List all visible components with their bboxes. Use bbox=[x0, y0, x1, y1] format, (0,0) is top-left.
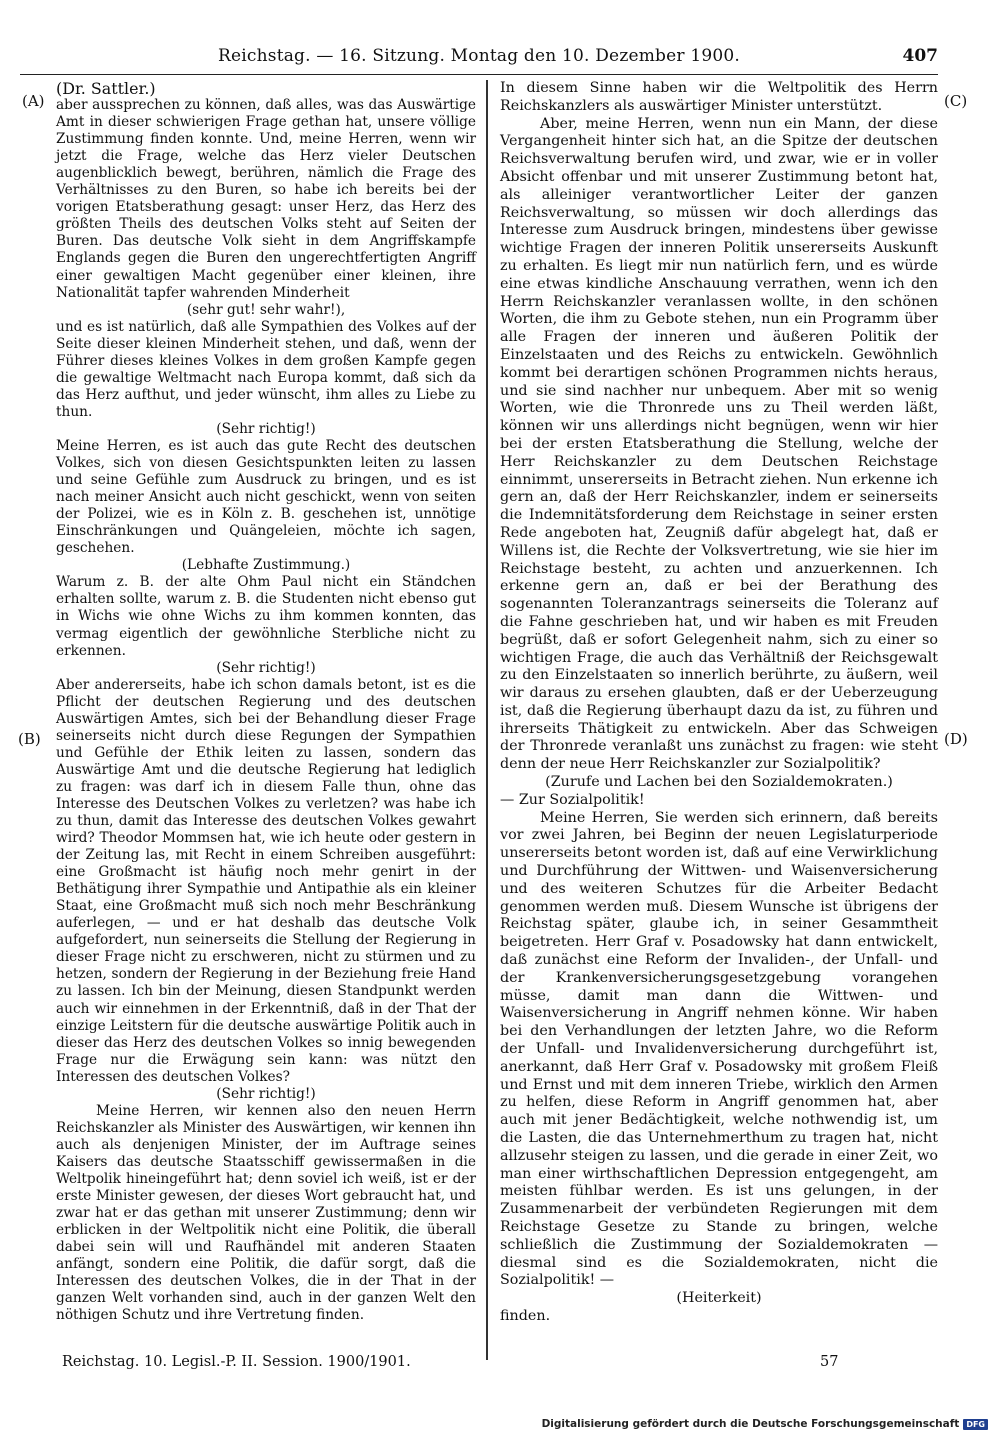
interjection: (Zurufe und Lachen bei den Sozialdemokraten.) bbox=[545, 774, 893, 791]
footer-session: Reichstag. 10. Legisl.-P. II. Session. 1900/1901. bbox=[62, 1354, 411, 1370]
speaker-label bbox=[56, 80, 476, 97]
paragraph: Aber, meine Herren, wenn nun ein Mann, der diese Vergangenheit hinter sich hat, an die Spitze der deutschen Reichsverwaltung berufen wird, und zwar, wie er in voller Absicht offenbar und mit unserer Zustimmung betont hat, als alleiniger verantwortlicher Leiter der ganzen Reichsverwaltung, so müssen wir doch allerdings das Interesse zum Ausdruck bringen, mindestens über gewisse wichtige Fragen der inneren Politik unsererseits Auskunft zu erhalten. Es liegt mir nun natürlich fern, und es würde eine etwas kindliche Anschauung verrathen, wenn ich den Herrn Reichskanzler veranlassen wollte, in den schönen Worten, die ihm zu Gebote stehen, nun ein Programm über alle Fragen der inneren und äußeren Politik der Einzelstaaten und des Reichs zu entwickeln. Gewöhnlich kommt bei derartigen schönen Programmen nichts heraus, und sie sind nachher nur unbequem. Aber mit so wenig Worten, wie die Thronrede uns zu Theil werden läßt, können wir uns allerdings nicht begnügen, wenn wir hier bei der ersten Etatsberathung die Stellung, welche der Herr Reichskanzler zu dem Deutschen Reichstage einnimmt, unsererseits in Betracht ziehen. Nun erkenne ich gern an, daß der Herr Reichskanzler, indem er seinerseits die Indemnitätsforderung dem Reichstage in seiner ersten Rede angeboten hat, Zeugniß dafür abgelegt hat, daß er Willens ist, die Rechte der Volksvertretung, wie sie hier im Reichstage besteht, zu achten und anzuerkennen. Ich erkenne gern an, daß er bei der Berathung des sogenannten Toleranzantrags seinerseits die Toleranz auf die Fahne geschrieben hat, und wir haben es mit Freuden begrüßt, daß er sofort Gelegenheit nahm, sich zu einer so wichtigen Frage, die auch das Verhältniß der Reichsgewalt zu den Einzelstaaten so innerlich berührte, zu äußern, weil wir daraus zu ersehen glaubten, daß er der Ueberzeugung ist, daß die Regierung überhaupt dazu da ist, zu führen und ihrerseits Thätigkeit zu entwickeln. Aber das Schweigen der Thronrede veranlaßt uns zunächst zu fragen: wie steht denn der neue Herr Reichskanzler zur Sozialpolitik? bbox=[500, 115, 938, 773]
column-divider bbox=[486, 80, 488, 1360]
margin-marker-a: (A) bbox=[22, 92, 45, 110]
paragraph: Meine Herren, Sie werden sich erinnern, daß bereits vor zwei Jahren, bei Beginn der neuen Legislaturperiode unsererseits betont worden ist, daß auf eine Verwirklichung und Durchführung der Wittwen- und Waisenversicherung und des weiteren Schutzes für die Arbeiter Bedacht genommen werden muß. Diesem Wunsche ist übrigens der Reichstag später, glaube ich, in seiner Gesammtheit beigetreten. Herr Graf v. Posadowsky hat dann entwickelt, daß zunächst eine Reform der Invaliden-, der Unfall- und der Krankenversicherungsgesetzgebung vorangehen müsse, damit man dann die Wittwen- und Waisenversicherung in Angriff nehmen könne. Wir haben bei den Verhandlungen der letzten Jahre, wo die Reform der Unfall- und Invalidenversicherung durchgeführt ist, anerkannt, daß Herr Graf v. Posadowsky mit großem Fleiß und Ernst und mit dem inneren Triebe, wirklich den Armen zu helfen, diese Reform in Angriff genommen hat, aber auch mit jener Bedächtigkeit, welche nothwendig ist, um die Lasten, die das Unternehmerthum zu tragen hat, nicht allzusehr steigen zu lassen, und die gerade in einer Zeit, wo man einer wirthschaftlichen Depression entgegengeht, am meisten fühlbar werden. Es ist uns gelungen, in der Zusammenarbeit der verbündeten Regierungen mit dem Reichstage Gesetze zu Stande zu bringen, welche schließlich die Zustimmung der Sozialdemokraten — diesmal sind es die Sozialdemokraten, nicht die Sozialpolitik! — bbox=[500, 809, 938, 1289]
margin-marker-b: (B) bbox=[18, 730, 41, 748]
left-column bbox=[56, 80, 476, 1324]
paragraph: und es ist natürlich, daß alle Sympathien des Volkes auf der Seite dieser kleinen Minderheit stehen, und daß, wenn der Führer dieses kleines Volkes in dem großen Kampfe gegen die gewaltige Weltmacht nach Europa kommt, daß sich da das Herz aufthut, und jeder wünscht, ihm alles zu Liebe zu thun. bbox=[56, 318, 476, 420]
interjection: (Sehr richtig!) bbox=[216, 420, 316, 437]
credit-text: Digitalisierung gefördert durch die Deutsche Forschungsgemeinschaft bbox=[541, 1418, 960, 1430]
speaker-name: (Dr. Sattler.) bbox=[56, 79, 156, 98]
paragraph: Warum z. B. der alte Ohm Paul nicht ein Ständchen erhalten sollte, warum z. B. die Studenten nicht ebenso gut in Wichs wie ohne Wichs zu ihm kommen konnten, das vermag eigentlich der gewöhnliche Sterbliche nicht zu erkennen. bbox=[56, 574, 476, 659]
digitization-credit bbox=[542, 1418, 988, 1430]
dfg-logo: DFG bbox=[963, 1419, 988, 1430]
margin-marker-c: (C) bbox=[944, 92, 968, 110]
paragraph: — Zur Sozialpolitik! bbox=[500, 791, 645, 808]
paragraph: Meine Herren, es ist auch das gute Recht des deutschen Volkes, sich von diesen Gesichtspunkten leiten zu lassen und seine Gefühle zum Ausdruck zu bringen, und es ist nach meiner Ansicht auch nicht geschickt, wenn von seiten der Polizei, wie es in Köln z. B. geschehen ist, unnötige Einschränkungen und Quängeleien, möchte ich sagen, geschehen. bbox=[56, 437, 476, 557]
interjection: (sehr gut! sehr wahr!), bbox=[186, 301, 346, 318]
margin-marker-d: (D) bbox=[944, 730, 968, 748]
paragraph: In diesem Sinne haben wir die Weltpolitik des Herrn Reichskanzlers als auswärtiger Minister unterstützt. bbox=[500, 80, 938, 114]
right-column bbox=[500, 80, 938, 1326]
page-number: 407 bbox=[902, 46, 938, 66]
interjection: (Heiterkeit) bbox=[676, 1290, 762, 1307]
paragraph: finden. bbox=[500, 1307, 551, 1324]
paragraph: Meine Herren, wir kennen also den neuen Herrn Reichskanzler als Minister des Auswärtigen, wir kennen ihn auch als denjenigen Minister, der im Auftrage seines Kaisers das deutsche Staatsschiff gewissermaßen in die Weltpolik hineingeführt hat; denn soviel ich weiß, ist er der erste Minister gewesen, der dieses Wort gebraucht hat, und zwar hat er das gethan mit unserer Zustimmung; denn wir erblicken in der Weltpolitik nicht eine Politik, die überall dabei sein will und Raufhändel mit anderen Staaten anfängt, sondern eine Politik, die dafür sorgt, daß die Interessen des deutschen Volkes, die in der That in der ganzen Welt vorhanden sind, auch in der ganzen Welt den nöthigen Schutz und ihre Vertretung finden. bbox=[56, 1102, 476, 1324]
interjection: (Lebhafte Zustimmung.) bbox=[181, 557, 351, 574]
paragraph: aber aussprechen zu können, daß alles, was das Auswärtige Amt in dieser schwierigen Frage gethan hat, unsere völlige Zustimmung finden konnte. Und, meine Herren, wenn wir jetzt die Frage, welche das Herz vieler Deutschen augenblicklich bewegt, berühren, nämlich die Frage des Verhältnisses zu den Buren, so habe ich bereits bei der vorigen Etatsberathung gesagt: unser Herz, das Herz des größten Theils des deutschen Volks steht auf Seiten der Buren. Das deutsche Volk sieht in dem Angriffskampfe Englands gegen die Buren den ungerechtfertigten Angriff einer gewaltigen Macht gegenüber einer kleinen, ihre Nationalität tapfer wahrenden Minderheit bbox=[56, 97, 476, 301]
interjection: (Sehr richtig!) bbox=[216, 1085, 316, 1102]
header-title: Reichstag. — 16. Sitzung. Montag den 10. Dezember 1900. bbox=[218, 46, 740, 66]
paragraph: Aber andererseits, habe ich schon damals betont, ist es die Pflicht der deutschen Regierung und des deutschen Auswärtigen Amtes, sich bei der Behandlung dieser Frage seinerseits nicht durch diese Regungen der Sympathien und Gefühle der Ethik leiten zu lassen, sondern das Auswärtige Amt und die deutsche Regierung hat lediglich zu fragen: was darf ich in diesem Falle thun, ohne das Interesse des Deutschen Volkes zu verletzen? was habe ich zu thun, damit das Interesse des deutschen Volkes gewahrt wird? Theodor Mommsen hat, wie ich heute oder gestern in der Zeitung las, mit Recht in einem Schreiben ausgeführt: eine Großmacht ist häufig noch mehr genirt in der Bethätigung ihrer Sympathie und Antipathie als ein kleiner Staat, eine Großmacht muß sich noch mehr Beschränkung auferlegen, — und er hat deshalb das deutsche Volk aufgefordert, nun seinerseits die Stellung der Regierung in dieser Frage nicht zu erschweren, nicht zu stürmen und zu hetzen, sondern der Regierung in der Beziehung freie Hand zu lassen. Ich bin der Meinung, diesen Standpunkt werden auch wir einnehmen in der Erkenntniß, daß in der That der einzige Leitstern für die deutsche auswärtige Politik auch in dieser das Herz des deutschen Volkes so innig bewegenden Frage nur die Erwägung sein kann: was nützt den Interessen des deutschen Volkes? bbox=[56, 676, 476, 1085]
page-header bbox=[20, 44, 938, 75]
interjection: (Sehr richtig!) bbox=[216, 659, 316, 676]
footer-signature: 57 bbox=[820, 1354, 839, 1370]
